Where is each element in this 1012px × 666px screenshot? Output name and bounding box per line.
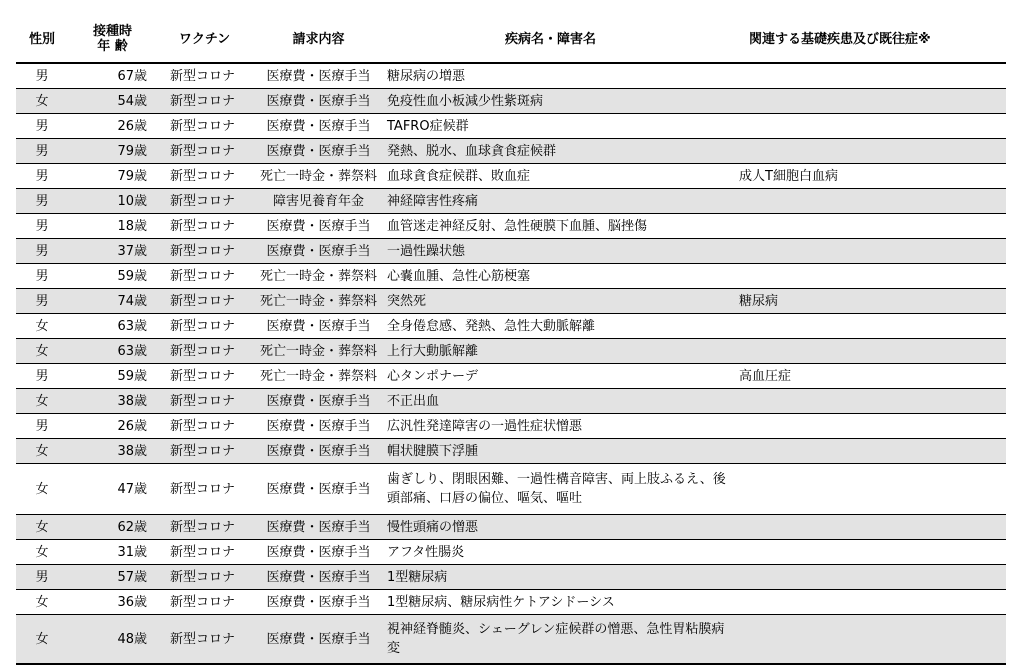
cell-basis: [735, 565, 1006, 590]
cell-disease: 心タンポナーデ: [385, 364, 735, 389]
table-row: [16, 139, 1006, 164]
table-row: [16, 364, 1006, 389]
cell-vaccine: 新型コロナ: [157, 264, 252, 289]
cell-disease: 血球貪食症候群、敗血症: [385, 164, 735, 189]
cell-disease: 神経障害性疼痛: [385, 189, 735, 214]
cell-claim: 医療費・医療手当: [252, 63, 385, 89]
cell-sex: 男: [16, 264, 68, 289]
table-header-row: [16, 16, 1006, 63]
header-basis: 関連する基礎疾患及び既往症※: [735, 16, 1006, 63]
cell-vaccine: 新型コロナ: [157, 439, 252, 464]
cell-basis: 成人T細胞白血病: [735, 164, 1006, 189]
cell-vaccine: 新型コロナ: [157, 114, 252, 139]
cell-sex: 男: [16, 214, 68, 239]
header-disease: 疾病名・障害名: [385, 16, 735, 63]
cell-age: 79歳: [68, 164, 157, 189]
cell-claim: 医療費・医療手当: [252, 389, 385, 414]
cell-vaccine: 新型コロナ: [157, 515, 252, 540]
cell-basis: [735, 63, 1006, 89]
cell-sex: 男: [16, 189, 68, 214]
cell-sex: 男: [16, 414, 68, 439]
cell-age: 38歳: [68, 389, 157, 414]
cell-sex: 女: [16, 615, 68, 665]
table-row: [16, 289, 1006, 314]
cell-sex: 女: [16, 314, 68, 339]
cell-disease: アフタ性腸炎: [385, 540, 735, 565]
cell-age: 31歳: [68, 540, 157, 565]
cell-age: 38歳: [68, 439, 157, 464]
cell-disease: 糖尿病の増悪: [385, 63, 735, 89]
cell-basis: [735, 89, 1006, 114]
header-age-line2: 年 齢: [97, 39, 128, 54]
cell-claim: 医療費・医療手当: [252, 515, 385, 540]
cell-vaccine: 新型コロナ: [157, 615, 252, 665]
cell-vaccine: 新型コロナ: [157, 565, 252, 590]
cell-vaccine: 新型コロナ: [157, 214, 252, 239]
header-claim: 請求内容: [252, 16, 385, 63]
cell-sex: 男: [16, 164, 68, 189]
cell-sex: 女: [16, 89, 68, 114]
cell-disease: 免疫性血小板減少性紫斑病: [385, 89, 735, 114]
cell-age: 63歳: [68, 339, 157, 364]
cell-basis: [735, 515, 1006, 540]
cell-disease: 不正出血: [385, 389, 735, 414]
cell-basis: [735, 389, 1006, 414]
cell-claim: 医療費・医療手当: [252, 414, 385, 439]
cell-disease: TAFRO症候群: [385, 114, 735, 139]
cell-disease: 血管迷走神経反射、急性硬膜下血腫、脳挫傷: [385, 214, 735, 239]
cell-claim: 医療費・医療手当: [252, 540, 385, 565]
cell-age: 54歳: [68, 89, 157, 114]
cell-vaccine: 新型コロナ: [157, 414, 252, 439]
cell-sex: 女: [16, 439, 68, 464]
cell-basis: [735, 214, 1006, 239]
cell-basis: [735, 189, 1006, 214]
cell-claim: 医療費・医療手当: [252, 214, 385, 239]
cell-basis: [735, 540, 1006, 565]
cell-claim: 医療費・医療手当: [252, 114, 385, 139]
cell-age: 74歳: [68, 289, 157, 314]
cell-sex: 女: [16, 464, 68, 515]
table-row: [16, 565, 1006, 590]
cell-claim: 医療費・医療手当: [252, 590, 385, 615]
cell-claim: 死亡一時金・葬祭料: [252, 264, 385, 289]
table-row: [16, 339, 1006, 364]
table-row: [16, 540, 1006, 565]
table-row: [16, 264, 1006, 289]
header-age-line1: 接種時: [92, 24, 132, 39]
cell-basis: [735, 264, 1006, 289]
cell-basis: [735, 314, 1006, 339]
cell-vaccine: 新型コロナ: [157, 464, 252, 515]
cell-disease: 広汎性発達障害の一過性症状憎悪: [385, 414, 735, 439]
cell-claim: 医療費・医療手当: [252, 565, 385, 590]
cell-vaccine: 新型コロナ: [157, 89, 252, 114]
cell-vaccine: 新型コロナ: [157, 339, 252, 364]
cell-sex: 男: [16, 289, 68, 314]
cell-age: 67歳: [68, 63, 157, 89]
cell-disease: 発熱、脱水、血球貪食症候群: [385, 139, 735, 164]
cell-basis: [735, 414, 1006, 439]
cell-age: 47歳: [68, 464, 157, 515]
table-row: [16, 414, 1006, 439]
cell-vaccine: 新型コロナ: [157, 189, 252, 214]
cell-disease: 一過性躁状態: [385, 239, 735, 264]
cell-claim: 医療費・医療手当: [252, 139, 385, 164]
cell-disease: 心嚢血腫、急性心筋梗塞: [385, 264, 735, 289]
cell-disease: 歯ぎしり、閉眼困難、一過性構音障害、両上肢ふるえ、後頭部痛、口唇の偏位、嘔気、嘔吐: [385, 464, 735, 515]
cell-sex: 女: [16, 389, 68, 414]
table-row: [16, 464, 1006, 515]
cell-vaccine: 新型コロナ: [157, 239, 252, 264]
cell-disease: 帽状腱膜下浮腫: [385, 439, 735, 464]
table-row: [16, 189, 1006, 214]
cell-disease: 突然死: [385, 289, 735, 314]
header-sex: 性別: [16, 16, 68, 63]
table-row: [16, 389, 1006, 414]
cell-basis: [735, 439, 1006, 464]
cell-disease: 全身倦怠感、発熱、急性大動脈解離: [385, 314, 735, 339]
table-row: [16, 314, 1006, 339]
cell-vaccine: 新型コロナ: [157, 389, 252, 414]
cell-sex: 男: [16, 565, 68, 590]
cell-age: 10歳: [68, 189, 157, 214]
cell-vaccine: 新型コロナ: [157, 364, 252, 389]
cell-age: 48歳: [68, 615, 157, 665]
cell-disease: 慢性頭痛の憎悪: [385, 515, 735, 540]
cell-sex: 女: [16, 590, 68, 615]
cell-vaccine: 新型コロナ: [157, 139, 252, 164]
header-age: [68, 16, 157, 63]
cell-claim: 障害児養育年金: [252, 189, 385, 214]
cell-claim: 医療費・医療手当: [252, 439, 385, 464]
cell-vaccine: 新型コロナ: [157, 289, 252, 314]
cell-vaccine: 新型コロナ: [157, 164, 252, 189]
cell-age: 26歳: [68, 114, 157, 139]
cell-basis: 高血圧症: [735, 364, 1006, 389]
cell-claim: 医療費・医療手当: [252, 615, 385, 665]
cell-basis: [735, 114, 1006, 139]
cell-age: 79歳: [68, 139, 157, 164]
cell-sex: 女: [16, 515, 68, 540]
cell-basis: 糖尿病: [735, 289, 1006, 314]
table-row: [16, 63, 1006, 89]
cell-vaccine: 新型コロナ: [157, 540, 252, 565]
cell-sex: 女: [16, 540, 68, 565]
cell-sex: 男: [16, 239, 68, 264]
cell-age: 18歳: [68, 214, 157, 239]
cell-claim: 死亡一時金・葬祭料: [252, 364, 385, 389]
cell-vaccine: 新型コロナ: [157, 314, 252, 339]
table-row: [16, 164, 1006, 189]
cell-sex: 男: [16, 63, 68, 89]
cell-claim: 医療費・医療手当: [252, 239, 385, 264]
cell-sex: 男: [16, 139, 68, 164]
cell-disease: 上行大動脈解離: [385, 339, 735, 364]
cell-vaccine: 新型コロナ: [157, 63, 252, 89]
cell-disease: 1型糖尿病、糖尿病性ケトアシドーシス: [385, 590, 735, 615]
cell-age: 37歳: [68, 239, 157, 264]
cell-claim: 医療費・医療手当: [252, 314, 385, 339]
cell-basis: [735, 615, 1006, 665]
cell-sex: 女: [16, 339, 68, 364]
cell-sex: 男: [16, 364, 68, 389]
table-row: [16, 590, 1006, 615]
cell-age: 59歳: [68, 264, 157, 289]
cell-basis: [735, 339, 1006, 364]
cell-age: 63歳: [68, 314, 157, 339]
claims-table: [16, 16, 1006, 665]
cell-vaccine: 新型コロナ: [157, 590, 252, 615]
cell-basis: [735, 590, 1006, 615]
cell-age: 57歳: [68, 565, 157, 590]
table-row: [16, 439, 1006, 464]
cell-basis: [735, 139, 1006, 164]
cell-sex: 男: [16, 114, 68, 139]
cell-claim: 医療費・医療手当: [252, 464, 385, 515]
table-row: [16, 89, 1006, 114]
table-row: [16, 214, 1006, 239]
cell-basis: [735, 239, 1006, 264]
table-row: [16, 239, 1006, 264]
cell-claim: 死亡一時金・葬祭料: [252, 164, 385, 189]
cell-age: 62歳: [68, 515, 157, 540]
cell-claim: 医療費・医療手当: [252, 89, 385, 114]
cell-age: 36歳: [68, 590, 157, 615]
cell-age: 59歳: [68, 364, 157, 389]
cell-basis: [735, 464, 1006, 515]
cell-age: 26歳: [68, 414, 157, 439]
table-row: [16, 515, 1006, 540]
table-row: [16, 114, 1006, 139]
cell-claim: 死亡一時金・葬祭料: [252, 289, 385, 314]
cell-claim: 死亡一時金・葬祭料: [252, 339, 385, 364]
table-row: [16, 615, 1006, 665]
cell-disease: 1型糖尿病: [385, 565, 735, 590]
header-vaccine: ワクチン: [157, 16, 252, 63]
cell-disease: 視神経脊髄炎、シェーグレン症候群の憎悪、急性胃粘膜病変: [385, 615, 735, 665]
